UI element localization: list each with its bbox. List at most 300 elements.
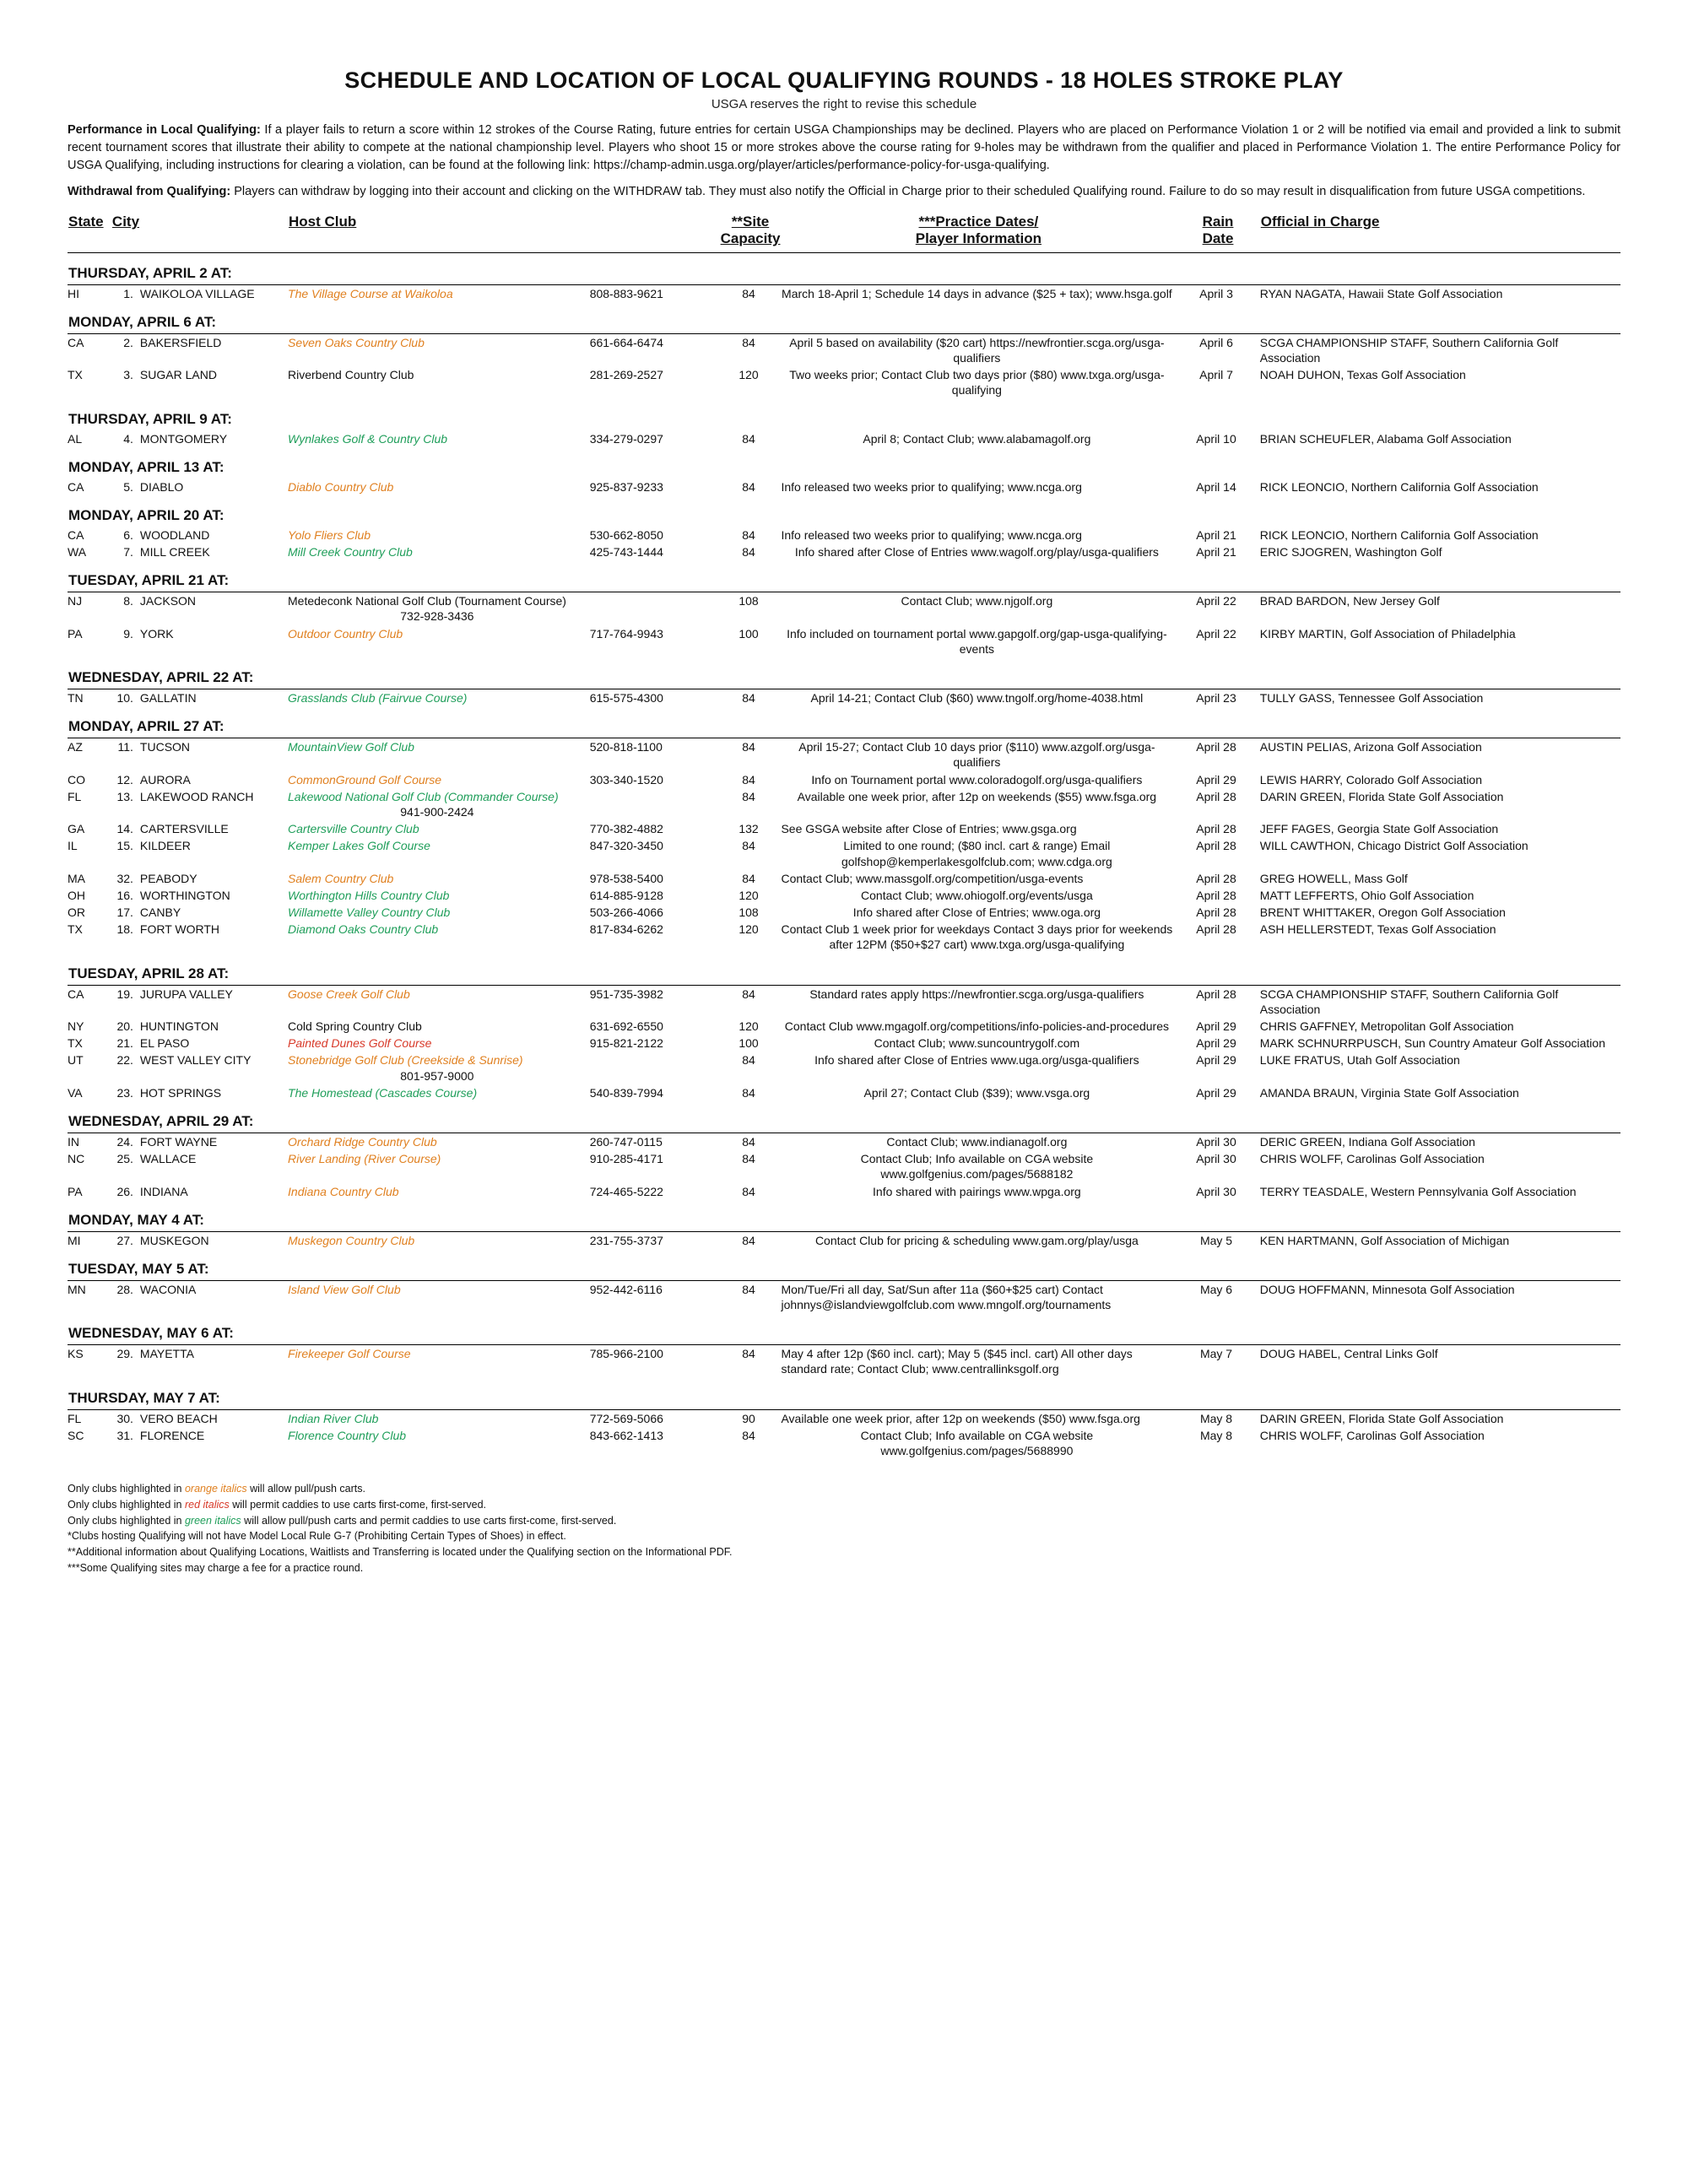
cell-state: VA: [68, 1085, 83, 1100]
cell-site-capacity: 132: [738, 822, 759, 836]
cell-official-in-charge: AMANDA BRAUN, Virginia State Golf Association: [1259, 1085, 1519, 1100]
host-club-name: Stonebridge Golf Club (Creekside & Sunrise): [288, 1053, 523, 1068]
cell-official-in-charge: GREG HOWELL, Mass Golf: [1259, 871, 1408, 885]
city-name: CARTERSVILLE: [139, 822, 229, 836]
cell-practice-info: Two weeks prior; Contact Club two days prior ($80) www.txga.org/usga-qualifying: [789, 368, 1165, 397]
city-name: WORTHINGTON: [139, 888, 230, 902]
cell-practice-info: Contact Club; Info available on CGA website www.golfgenius.com/pages/5688182: [860, 1152, 1094, 1181]
cell-city: [111, 1231, 288, 1249]
cell-practice-info: Info included on tournament portal www.gapgolf.org/gap-usga-qualifying-events: [787, 626, 1167, 656]
cell-host-club: [288, 333, 590, 366]
cell-practice-info: April 15-27; Contact Club 10 days prior ($110) www.azgolf.org/usga-qualifiers: [798, 740, 1155, 770]
cell-phone: 334-279-0297: [589, 431, 663, 446]
cell-city: [111, 1183, 288, 1200]
cell-host-club: [288, 1409, 590, 1427]
city-name: CANBY: [139, 905, 181, 920]
city-name: TUCSON: [139, 740, 191, 754]
cell-site-capacity: 84: [742, 431, 755, 446]
city-name: GALLATIN: [139, 691, 197, 705]
cell-city: [111, 738, 288, 771]
host-club-name: The Homestead (Cascades Course): [288, 1085, 478, 1100]
cell-rain-date: May 8: [1199, 1411, 1233, 1425]
cell-phone: 425-743-1444: [589, 545, 663, 560]
cell-city: [111, 887, 288, 904]
cell-rain-date: April 28: [1196, 839, 1236, 853]
site-number: 25.: [116, 1152, 133, 1166]
date-group-label: TUESDAY, MAY 5 AT:: [68, 1249, 1620, 1281]
cell-official-in-charge: NOAH DUHON, Texas Golf Association: [1259, 368, 1466, 382]
cell-rain-date: April 3: [1199, 286, 1233, 300]
cell-site-capacity: 120: [738, 1019, 759, 1033]
date-group-label: TUESDAY, APRIL 21 AT:: [68, 560, 1620, 592]
column-header-site-capacity: **Site Capacity: [720, 214, 781, 247]
cell-site-capacity: 84: [742, 1152, 755, 1166]
city-name: YORK: [139, 626, 174, 641]
cell-phone: 540-839-7994: [589, 1085, 663, 1100]
cell-city: [111, 904, 288, 921]
cell-state: TX: [68, 922, 83, 937]
cell-site-capacity: 100: [738, 1036, 759, 1051]
table-row: [68, 1231, 1620, 1249]
city-name: WALLACE: [139, 1152, 197, 1166]
cell-phone: 615-575-4300: [589, 691, 663, 705]
cell-host-club: [288, 430, 590, 447]
footnote-green: [68, 1513, 1620, 1529]
table-row: [68, 985, 1620, 1018]
cell-rain-date: April 28: [1196, 905, 1236, 920]
cell-practice-info: See GSGA website after Close of Entries; www.gsga.org: [781, 822, 1077, 836]
date-group-header: [68, 302, 1620, 334]
site-number: 20.: [116, 1019, 133, 1033]
cell-host-club: [288, 1150, 590, 1182]
cell-state: MA: [68, 871, 85, 885]
cell-host-club: [288, 788, 590, 820]
cell-official-in-charge: SCGA CHAMPIONSHIP STAFF, Southern California Golf Association: [1259, 987, 1559, 1016]
cell-site-capacity: 120: [738, 922, 759, 937]
cell-host-club: [288, 689, 590, 707]
cell-host-club: [288, 366, 590, 398]
host-club-name: Indiana Country Club: [288, 1184, 399, 1198]
cell-official-in-charge: KIRBY MARTIN, Golf Association of Philadelphia: [1259, 626, 1516, 641]
column-header-official: Official in Charge: [1260, 214, 1380, 230]
cell-rain-date: April 28: [1196, 987, 1236, 1001]
cell-practice-info: April 27; Contact Club ($39); www.vsga.org: [863, 1085, 1090, 1100]
cell-site-capacity: 120: [738, 888, 759, 902]
cell-phone: 724-465-5222: [589, 1184, 663, 1198]
column-header-practice-info: ***Practice Dates/ Player Information: [915, 214, 1042, 247]
host-club-name: Goose Creek Golf Club: [288, 987, 410, 1001]
footnote-red-emphasis: red italics: [184, 1498, 230, 1511]
cell-phone: 631-692-6550: [589, 1019, 663, 1033]
cell-phone: 843-662-1413: [589, 1428, 663, 1442]
cell-state: NY: [68, 1019, 84, 1033]
cell-official-in-charge: LUKE FRATUS, Utah Golf Association: [1259, 1053, 1460, 1068]
table-row: [68, 1133, 1620, 1150]
cell-practice-info: Contact Club; www.massgolf.org/competition/usga-events: [781, 871, 1084, 885]
cell-phone: 770-382-4882: [589, 822, 663, 836]
column-header-phone: [590, 213, 720, 249]
cell-city: [111, 921, 288, 953]
site-number: 17.: [116, 905, 133, 920]
footnote-red-post: will permit caddies to use carts first-come, first-served.: [229, 1498, 487, 1511]
site-number: 6.: [123, 527, 133, 542]
cell-site-capacity: 84: [742, 286, 755, 300]
cell-official-in-charge: JEFF FAGES, Georgia State Golf Association: [1259, 822, 1499, 836]
host-club-name: CommonGround Golf Course: [288, 772, 442, 787]
table-row: [68, 284, 1620, 302]
table-row: [68, 1051, 1620, 1084]
host-club-name: Island View Golf Club: [288, 1282, 401, 1296]
cell-official-in-charge: KEN HARTMANN, Golf Association of Michigan: [1259, 1233, 1510, 1247]
city-name: WEST VALLEY CITY: [139, 1053, 252, 1068]
cell-phone: [590, 592, 720, 625]
host-club-name: Indian River Club: [288, 1411, 379, 1425]
date-group-label: WEDNESDAY, APRIL 22 AT:: [68, 657, 1620, 689]
cell-state: GA: [68, 822, 85, 836]
host-club-name: The Village Course at Waikoloa: [288, 286, 453, 300]
cell-rain-date: May 7: [1199, 1347, 1233, 1361]
performance-policy-paragraph: [68, 122, 1620, 175]
site-number: 11.: [117, 740, 133, 754]
cell-host-club: [288, 543, 590, 560]
cell-site-capacity: 84: [742, 772, 755, 787]
cell-host-club: [288, 1018, 590, 1035]
cell-state: WA: [68, 545, 87, 560]
cell-state: OR: [68, 905, 85, 920]
cell-official-in-charge: TULLY GASS, Tennessee Golf Association: [1259, 691, 1484, 705]
cell-official-in-charge: MARK SCHNURRPUSCH, Sun Country Amateur Golf Association: [1259, 1036, 1605, 1051]
cell-host-club: [288, 1084, 590, 1101]
cell-phone: 910-285-4171: [589, 1152, 663, 1166]
cell-practice-info: Info released two weeks prior to qualifying; www.ncga.org: [781, 527, 1082, 542]
cell-rain-date: April 30: [1196, 1134, 1236, 1149]
cell-rain-date: April 28: [1196, 888, 1236, 902]
table-row: [68, 689, 1620, 707]
cell-phone: 661-664-6474: [589, 335, 663, 349]
host-club-name: Metedeconk National Golf Club (Tournament Course): [288, 594, 566, 608]
city-name: HOT SPRINGS: [139, 1085, 222, 1100]
cell-phone: 303-340-1520: [589, 772, 663, 787]
cell-rain-date: April 21: [1196, 527, 1236, 542]
cell-host-club: [288, 1280, 590, 1313]
host-club-name: Seven Oaks Country Club: [288, 335, 425, 349]
cell-site-capacity: 84: [742, 1347, 755, 1361]
cell-official-in-charge: CHRIS GAFFNEY, Metropolitan Golf Association: [1259, 1019, 1514, 1033]
cell-city: [111, 1409, 288, 1427]
cell-rain-date: April 30: [1196, 1184, 1236, 1198]
host-club-name: Kemper Lakes Golf Course: [288, 839, 430, 853]
site-number: 30.: [116, 1411, 133, 1425]
cell-site-capacity: 84: [742, 839, 755, 853]
site-number: 12.: [116, 772, 133, 787]
city-name: WAIKOLOA VILLAGE: [139, 286, 255, 300]
cell-rain-date: April 28: [1196, 822, 1236, 836]
footnote-orange-pre: Only clubs highlighted in: [68, 1483, 185, 1495]
host-club-name: Firekeeper Golf Course: [288, 1347, 411, 1361]
cell-official-in-charge: BRIAN SCHEUFLER, Alabama Golf Association: [1259, 431, 1512, 446]
site-number: 1.: [123, 286, 133, 300]
host-club-name: Florence Country Club: [288, 1428, 407, 1442]
cell-city: [111, 985, 288, 1018]
column-header-state: State: [68, 214, 104, 230]
withdrawal-paragraph: [68, 183, 1620, 201]
site-number: 9.: [123, 626, 133, 641]
table-row: [68, 478, 1620, 495]
date-group-label: THURSDAY, APRIL 2 AT:: [68, 252, 1620, 284]
cell-host-club: [288, 985, 590, 1018]
date-group-label: WEDNESDAY, APRIL 29 AT:: [68, 1101, 1620, 1133]
date-group-label: TUESDAY, APRIL 28 AT:: [68, 954, 1620, 986]
cell-practice-info: Limited to one round; ($80 incl. cart & range) Email golfshop@kemperlakesgolfclub.com; www.cdga.org: [841, 839, 1112, 868]
host-club-name: Willamette Valley Country Club: [288, 905, 451, 920]
cell-city: [111, 788, 288, 820]
host-club-name: Diamond Oaks Country Club: [288, 922, 439, 937]
cell-official-in-charge: WILL CAWTHON, Chicago District Golf Association: [1259, 839, 1528, 853]
cell-city: [111, 1051, 288, 1084]
table-row: [68, 1427, 1620, 1459]
cell-site-capacity: 84: [742, 1053, 755, 1068]
cell-official-in-charge: AUSTIN PELIAS, Arizona Golf Association: [1259, 740, 1482, 754]
cell-host-club: [288, 592, 590, 625]
date-group-header: [68, 1101, 1620, 1133]
table-row: [68, 527, 1620, 543]
host-club-name: Grasslands Club (Fairvue Course): [288, 691, 468, 705]
cell-phone: 817-834-6262: [589, 922, 663, 937]
table-row: [68, 430, 1620, 447]
cell-official-in-charge: TERRY TEASDALE, Western Pennsylvania Golf Association: [1259, 1184, 1577, 1198]
cell-host-club: [288, 887, 590, 904]
page-subtitle: USGA reserves the right to revise this schedule: [711, 97, 977, 111]
cell-practice-info: Info shared after Close of Entries; www.oga.org: [852, 905, 1101, 920]
cell-state: TN: [68, 691, 84, 705]
cell-state: CA: [68, 479, 84, 494]
cell-state: HI: [68, 286, 79, 300]
cell-rain-date: May 8: [1199, 1428, 1233, 1442]
cell-phone: 925-837-9233: [589, 479, 663, 494]
site-number: 29.: [116, 1347, 133, 1361]
cell-rain-date: April 21: [1196, 545, 1236, 560]
cell-practice-info: Contact Club; www.indianagolf.org: [886, 1134, 1068, 1149]
cell-practice-info: Available one week prior, after 12p on weekends ($50) www.fsga.org: [781, 1411, 1140, 1425]
cell-rain-date: May 5: [1199, 1233, 1233, 1247]
cell-host-club: [288, 1231, 590, 1249]
cell-rain-date: April 29: [1196, 1053, 1236, 1068]
withdrawal-text: Players can withdraw by logging into their account and clicking on the WITHDRAW tab. They must also notify the Official in Charge prior to their scheduled Qualifying round. Failure to do so may result in disqualification from future USGA competitions.: [230, 185, 1586, 199]
cell-official-in-charge: CHRIS WOLFF, Carolinas Golf Association: [1259, 1152, 1485, 1166]
cell-phone: 772-569-5066: [589, 1411, 663, 1425]
footnote-green-pre: Only clubs highlighted in: [68, 1514, 185, 1527]
cell-state: AZ: [68, 740, 83, 754]
table-row: [68, 1345, 1620, 1378]
cell-practice-info: Contact Club; www.suncountrygolf.com: [874, 1036, 1080, 1051]
host-club-name: Worthington Hills Country Club: [288, 888, 450, 902]
cell-official-in-charge: BRENT WHITTAKER, Oregon Golf Association: [1259, 905, 1506, 920]
cell-host-club: [288, 478, 590, 495]
cell-city: [111, 1084, 288, 1101]
cell-phone: 978-538-5400: [589, 871, 663, 885]
site-number: 19.: [116, 987, 133, 1001]
city-name: EL PASO: [139, 1036, 190, 1051]
site-number: 15.: [116, 839, 133, 853]
city-name: FLORENCE: [139, 1428, 205, 1442]
cell-practice-info: Contact Club 1 week prior for weekdays Contact 3 days prior for weekends after 12PM ($50+$27 cart) www.txga.org/usga-qualifying: [781, 922, 1173, 952]
city-name: DIABLO: [139, 479, 184, 494]
host-phone-secondary: 801-957-9000: [400, 1068, 474, 1083]
footnote-orange: [68, 1481, 1620, 1497]
cell-phone: 847-320-3450: [589, 839, 663, 853]
city-name: INDIANA: [139, 1184, 188, 1198]
cell-phone: 614-885-9128: [589, 888, 663, 902]
cell-host-club: [288, 921, 590, 953]
cell-state: TX: [68, 1036, 83, 1051]
cell-phone: 530-662-8050: [589, 527, 663, 542]
column-header-city: City: [111, 214, 140, 230]
cell-rain-date: May 6: [1199, 1282, 1233, 1296]
cell-rain-date: April 29: [1196, 1036, 1236, 1051]
host-club-name: MountainView Golf Club: [288, 740, 414, 754]
footnote-orange-post: will allow pull/push carts.: [246, 1483, 365, 1495]
cell-host-club: [288, 1427, 590, 1459]
host-club-name: Outdoor Country Club: [288, 626, 403, 641]
host-club-name: Lakewood National Golf Club (Commander Course): [288, 789, 559, 803]
cell-state: KS: [68, 1347, 84, 1361]
cell-site-capacity: 90: [742, 1411, 755, 1425]
cell-official-in-charge: DARIN GREEN, Florida State Golf Association: [1259, 1411, 1504, 1425]
city-name: SUGAR LAND: [139, 368, 217, 382]
withdrawal-label: Withdrawal from Qualifying:: [68, 185, 231, 199]
cell-site-capacity: 84: [742, 335, 755, 349]
site-number: 13.: [116, 789, 133, 803]
site-number: 28.: [116, 1282, 133, 1296]
city-name: WOODLAND: [139, 527, 210, 542]
table-row: [68, 788, 1620, 820]
cell-phone: 231-755-3737: [589, 1233, 663, 1247]
cell-city: [111, 1150, 288, 1182]
cell-rain-date: April 10: [1196, 431, 1236, 446]
cell-official-in-charge: RICK LEONCIO, Northern California Golf Association: [1259, 479, 1539, 494]
cell-official-in-charge: SCGA CHAMPIONSHIP STAFF, Southern California Golf Association: [1259, 335, 1559, 365]
cell-city: [111, 837, 288, 869]
cell-city: [111, 1018, 288, 1035]
site-number: 27.: [116, 1233, 133, 1247]
table-row: [68, 366, 1620, 398]
table-body: [68, 252, 1620, 1459]
cell-site-capacity: 84: [742, 789, 755, 803]
date-group-header: [68, 1378, 1620, 1410]
cell-state: FL: [68, 1411, 82, 1425]
host-club-name: Orchard Ridge Country Club: [288, 1134, 437, 1149]
table-row: [68, 1150, 1620, 1182]
site-number: 2.: [123, 335, 133, 349]
cell-practice-info: May 4 after 12p ($60 incl. cart); May 5 ($45 incl. cart) All other days standard rate; Contact Club; www.centrallinksgolf.org: [781, 1347, 1133, 1376]
cell-state: IN: [68, 1134, 79, 1149]
date-group-header: [68, 447, 1620, 478]
cell-official-in-charge: DOUG HOFFMANN, Minnesota Golf Association: [1259, 1282, 1515, 1296]
cell-phone: [590, 1051, 720, 1084]
site-number: 7.: [123, 545, 133, 560]
cell-host-club: [288, 1345, 590, 1378]
date-group-label: THURSDAY, APRIL 9 AT:: [68, 410, 232, 427]
cell-host-club: [288, 1051, 590, 1084]
cell-city: [111, 1427, 288, 1459]
cell-host-club: [288, 284, 590, 302]
cell-official-in-charge: DERIC GREEN, Indiana Golf Association: [1259, 1134, 1475, 1149]
cell-state: CO: [68, 772, 85, 787]
cell-site-capacity: 84: [742, 527, 755, 542]
city-name: MILL CREEK: [139, 545, 210, 560]
date-group-header: [68, 1249, 1620, 1281]
date-group-header: [68, 1313, 1620, 1345]
table-row: [68, 1035, 1620, 1051]
city-name: BAKERSFIELD: [139, 335, 222, 349]
cell-city: [111, 366, 288, 398]
cell-site-capacity: 84: [742, 1085, 755, 1100]
site-number: 32.: [116, 871, 133, 885]
cell-state: FL: [68, 789, 82, 803]
cell-practice-info: Contact Club; www.ohiogolf.org/events/usga: [861, 888, 1093, 902]
cell-practice-info: Available one week prior, after 12p on weekends ($55) www.fsga.org: [797, 789, 1157, 803]
cell-rain-date: April 29: [1196, 1085, 1236, 1100]
date-group-header: [68, 706, 1620, 738]
table-row: [68, 921, 1620, 953]
date-group-label: MONDAY, APRIL 6 AT:: [68, 302, 1620, 334]
cell-city: [111, 284, 288, 302]
host-club-name: Mill Creek Country Club: [288, 545, 413, 560]
site-number: 5.: [123, 479, 133, 494]
city-name: MAYETTA: [139, 1347, 194, 1361]
cell-state: AL: [68, 431, 83, 446]
cell-site-capacity: 84: [742, 691, 755, 705]
cell-city: [111, 430, 288, 447]
host-club-name: Salem Country Club: [288, 871, 394, 885]
cell-official-in-charge: DARIN GREEN, Florida State Golf Association: [1259, 789, 1504, 803]
cell-city: [111, 1133, 288, 1150]
performance-policy-text: If a player fails to return a score within 12 strokes of the Course Rating, future entries for certain USGA Championships may be declined. Players who are placed on Performance Violation 1 or 2 will be notified via email and provided a link to submit recent tournament scores that illustrate their ability to compete at the national championship level. Players who shoot 15 or more strokes above the course rating for 9-holes may be withdrawn from the qualifier and placed in Performance Violation 1. The entire Performance Policy for USGA Qualifying, including instructions for clearing a violation, can be found at the following link: https://champ-admin.usga.org/player/articles/performance-policy-for-usga-qualifying.: [68, 123, 1621, 173]
table-row: [68, 820, 1620, 837]
cell-site-capacity: 84: [742, 987, 755, 1001]
date-group-header: [68, 252, 1620, 284]
site-number: 3.: [123, 368, 133, 382]
city-name: LAKEWOOD RANCH: [139, 789, 254, 803]
cell-city: [111, 820, 288, 837]
footnote-shoes: *Clubs hosting Qualifying will not have Model Local Rule G-7 (Prohibiting Certain Types of Shoes) in effect.: [68, 1530, 566, 1543]
cell-rain-date: April 14: [1196, 479, 1236, 494]
cell-practice-info: Standard rates apply https://newfrontier.scga.org/usga-qualifiers: [809, 987, 1144, 1001]
host-club-name: Yolo Fliers Club: [288, 527, 371, 542]
table-row: [68, 887, 1620, 904]
date-group-header: [68, 657, 1620, 689]
cell-phone: 915-821-2122: [589, 1036, 663, 1051]
cell-city: [111, 870, 288, 887]
footnote-locations: **Additional information about Qualifying Locations, Waitlists and Transferring is located under the Qualifying section on the Informational PDF.: [68, 1546, 733, 1559]
cell-site-capacity: 100: [738, 626, 759, 641]
cell-site-capacity: 84: [742, 479, 755, 494]
cell-rain-date: April 6: [1199, 335, 1233, 349]
cell-practice-info: Contact Club for pricing & scheduling www.gam.org/play/usga: [814, 1233, 1139, 1247]
cell-rain-date: April 28: [1196, 922, 1236, 937]
cell-practice-info: April 5 based on availability ($20 cart) https://newfrontier.scga.org/usga-qualifiers: [789, 335, 1165, 365]
city-name: VERO BEACH: [139, 1411, 218, 1425]
footnote-orange-emphasis: orange italics: [184, 1483, 247, 1495]
host-club-name: Cold Spring Country Club: [288, 1019, 422, 1033]
cell-phone: 717-764-9943: [589, 626, 663, 641]
cell-rain-date: April 29: [1196, 772, 1236, 787]
host-club-name: Wynlakes Golf & Country Club: [288, 431, 448, 446]
cell-rain-date: April 22: [1196, 594, 1236, 608]
cell-site-capacity: 84: [742, 871, 755, 885]
cell-phone: 808-883-9621: [589, 286, 663, 300]
cell-state: SC: [68, 1428, 84, 1442]
